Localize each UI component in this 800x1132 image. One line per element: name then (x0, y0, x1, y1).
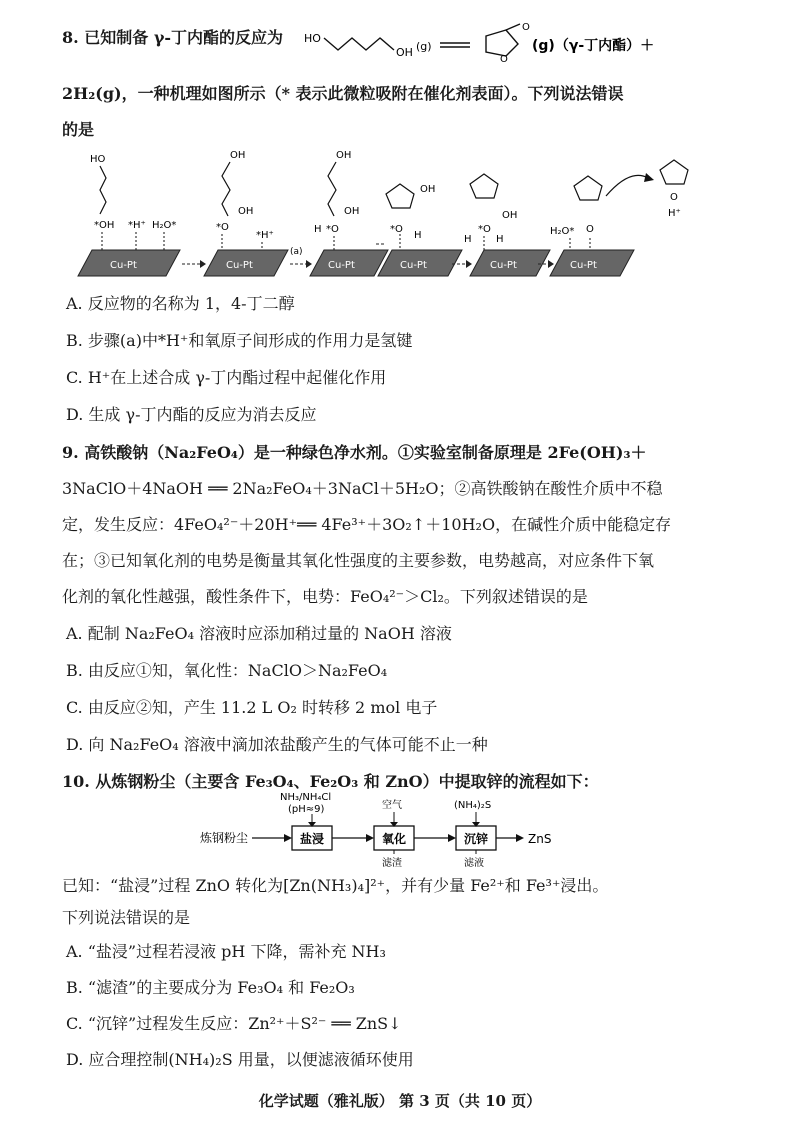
flow-input-2: 空气 (382, 800, 402, 811)
q10-option-b[interactable]: B. “滤渣”的主要成分为 Fe₃O₄ 和 Fe₂O₃ (66, 978, 355, 997)
svg-text:OH: OH (238, 206, 254, 217)
svg-text:OH: OH (420, 184, 436, 195)
flow-input-3: (NH₄)₂S (454, 800, 492, 811)
svg-text:O: O (586, 224, 594, 235)
stage-2-aldehyde (216, 150, 274, 250)
svg-text:Cu-Pt: Cu-Pt (110, 260, 137, 271)
q10-option-d[interactable]: D. 应合理控制(NH₄)₂S 用量，以便滤液循环使用 (66, 1050, 414, 1069)
flow-product: ZnS (528, 832, 552, 846)
catalyst-surface-5 (470, 250, 550, 276)
q9-line4: 在；③已知氧化剂的电势是衡量其氧化性强度的主要参数，电势越高，对应条件下氧 (62, 551, 655, 570)
q10-flow-diagram (200, 790, 600, 870)
reactant-oh-label: OH (396, 46, 413, 59)
svg-text:Cu-Pt: Cu-Pt (570, 260, 597, 271)
q10-line1: 10. 从炼钢粉尘（主要含 Fe₃O₄、Fe₂O₃ 和 ZnO）中提取锌的流程如下： (62, 772, 599, 791)
lactone-ring (486, 30, 518, 56)
svg-text:H⁺: H⁺ (668, 208, 681, 219)
svg-text:*H⁺: *H⁺ (256, 230, 274, 241)
svg-text:OH: OH (336, 150, 352, 161)
svg-text:*O: *O (478, 224, 491, 235)
arrow-1 (182, 260, 206, 268)
flow-input-1b: (pH≈9) (288, 804, 325, 815)
q10-option-c[interactable]: C. “沉锌”过程发生反应：Zn²⁺＋S²⁻ ══ ZnS↓ (66, 1014, 402, 1033)
svg-text:氧化: 氧化 (382, 832, 407, 846)
svg-text:Cu-Pt: Cu-Pt (226, 260, 253, 271)
q8-option-b[interactable]: B. 步骤(a)中*H⁺和氧原子间形成的作用力是氢键 (66, 331, 413, 350)
step-a-label: (a) (290, 247, 303, 257)
flow-start: 炼钢粉尘 (200, 831, 249, 845)
svg-text:H: H (496, 234, 504, 245)
butanediol-chain (324, 38, 394, 50)
q8-option-a[interactable]: A. 反应物的名称为 1，4-丁二醇 (66, 294, 295, 313)
flow-output-residue: 滤渣 (382, 858, 402, 869)
svg-text:H: H (314, 224, 322, 235)
q8-option-d[interactable]: D. 生成 γ-丁内酯的反应为消去反应 (66, 405, 317, 424)
q9-option-c[interactable]: C. 由反应②知，产生 11.2 L O₂ 时转移 2 mol 电子 (66, 698, 438, 717)
svg-text:OH: OH (230, 150, 246, 161)
q8-line3: 的是 (62, 120, 95, 139)
svg-text:*H⁺: *H⁺ (128, 220, 146, 231)
svg-text:H₂O*: H₂O* (550, 226, 575, 237)
q8-stem-prefix: 8. 已知制备 γ-丁内酯的反应为 (62, 28, 284, 47)
q8-option-c[interactable]: C. H⁺在上述合成 γ-丁内酯过程中起催化作用 (66, 368, 387, 387)
q10-option-a[interactable]: A. “盐浸”过程若浸液 pH 下降，需补充 NH₃ (66, 942, 386, 961)
stage-4-cyclic-hemiacetal (386, 184, 435, 250)
q8-reaction-structures (300, 22, 720, 62)
q9-option-d[interactable]: D. 向 Na₂FeO₄ 溶液中滴加浓盐酸产生的气体可能不止一种 (66, 735, 488, 754)
q9-line2: 3NaClO＋4NaOH ══ 2Na₂FeO₄＋3NaCl＋5H₂O；②高铁酸钠在酸性介质中不稳 (62, 479, 663, 498)
q8-line1 (62, 26, 283, 50)
svg-text:H: H (464, 234, 472, 245)
flow-input-1a: NH₃/NH₄Cl (280, 792, 332, 803)
catalyst-surface-4 (378, 250, 462, 276)
reactant-phase: (g) (416, 40, 432, 53)
lactone-carbonyl (506, 24, 520, 30)
catalyst-surface-1 (78, 250, 180, 276)
stage-1-adsorbed-diol (90, 154, 176, 250)
svg-text:H: H (414, 230, 422, 241)
q8-mechanism-diagram (70, 148, 750, 284)
stage-6-lactone-desorption (550, 173, 654, 250)
q9-option-a[interactable]: A. 配制 Na₂FeO₄ 溶液时应添加稍过量的 NaOH 溶液 (66, 624, 452, 643)
svg-text:盐浸: 盐浸 (300, 832, 325, 846)
svg-text:*O: *O (390, 224, 403, 235)
free-lactone-product (660, 160, 688, 219)
svg-text:*O: *O (326, 224, 339, 235)
svg-text:Cu-Pt: Cu-Pt (490, 260, 517, 271)
lactone-carbonyl-o: O (522, 22, 530, 33)
svg-text:Cu-Pt: Cu-Pt (328, 260, 355, 271)
svg-text:沉锌: 沉锌 (464, 832, 489, 846)
reactant-ho-label: HO (304, 32, 321, 45)
q9-option-b[interactable]: B. 由反应①知，氧化性：NaClO＞Na₂FeO₄ (66, 661, 388, 680)
q10-stem: 下列说法错误的是 (62, 908, 191, 927)
svg-text:H₂O*: H₂O* (152, 220, 177, 231)
svg-text:OH: OH (502, 210, 518, 221)
lactone-ring-o: O (500, 54, 508, 62)
svg-text:*OH: *OH (94, 220, 115, 231)
stage-5-oxonium (464, 174, 517, 250)
q8-line2: 2H₂(g)，一种机理如图所示（* 表示此微粒吸附在催化剂表面）。下列说法错误 (62, 84, 624, 103)
svg-text:Cu-Pt: Cu-Pt (400, 260, 427, 271)
product-phase: (g)（γ-丁内酯）＋ (532, 38, 655, 54)
q9-line3: 定，发生反应：4FeO₄²⁻＋20H⁺══ 4Fe³⁺＋3O₂↑＋10H₂O，在碱性介质中能稳定存 (62, 515, 672, 534)
q9-line1: 9. 高铁酸钠（Na₂FeO₄）是一种绿色净水剂。①实验室制备原理是 2Fe(OH)₃＋ (62, 443, 647, 462)
arrow-2-step-a (290, 247, 312, 268)
svg-text:OH: OH (344, 206, 360, 217)
catalyst-surface-2 (204, 250, 288, 276)
catalyst-surface-3 (310, 250, 388, 276)
flow-output-filtrate: 滤液 (464, 858, 484, 869)
q9-line5: 化剂的氧化性越强，酸性条件下，电势：FeO₄²⁻＞Cl₂。下列叙述错误的是 (62, 587, 588, 606)
svg-text:O: O (670, 192, 678, 203)
svg-text:HO: HO (90, 154, 106, 165)
q10-known-info: 已知：“盐浸”过程 ZnO 转化为[Zn(NH₃)₄]²⁺，并有少量 Fe²⁺和 Fe³⁺浸出。 (62, 876, 609, 895)
stage-3-protonated (314, 150, 359, 250)
catalyst-surface-6 (550, 250, 634, 276)
svg-text:*O: *O (216, 222, 229, 233)
page-footer: 化学试题（雅礼版） 第 3 页（共 10 页） (258, 1092, 542, 1110)
